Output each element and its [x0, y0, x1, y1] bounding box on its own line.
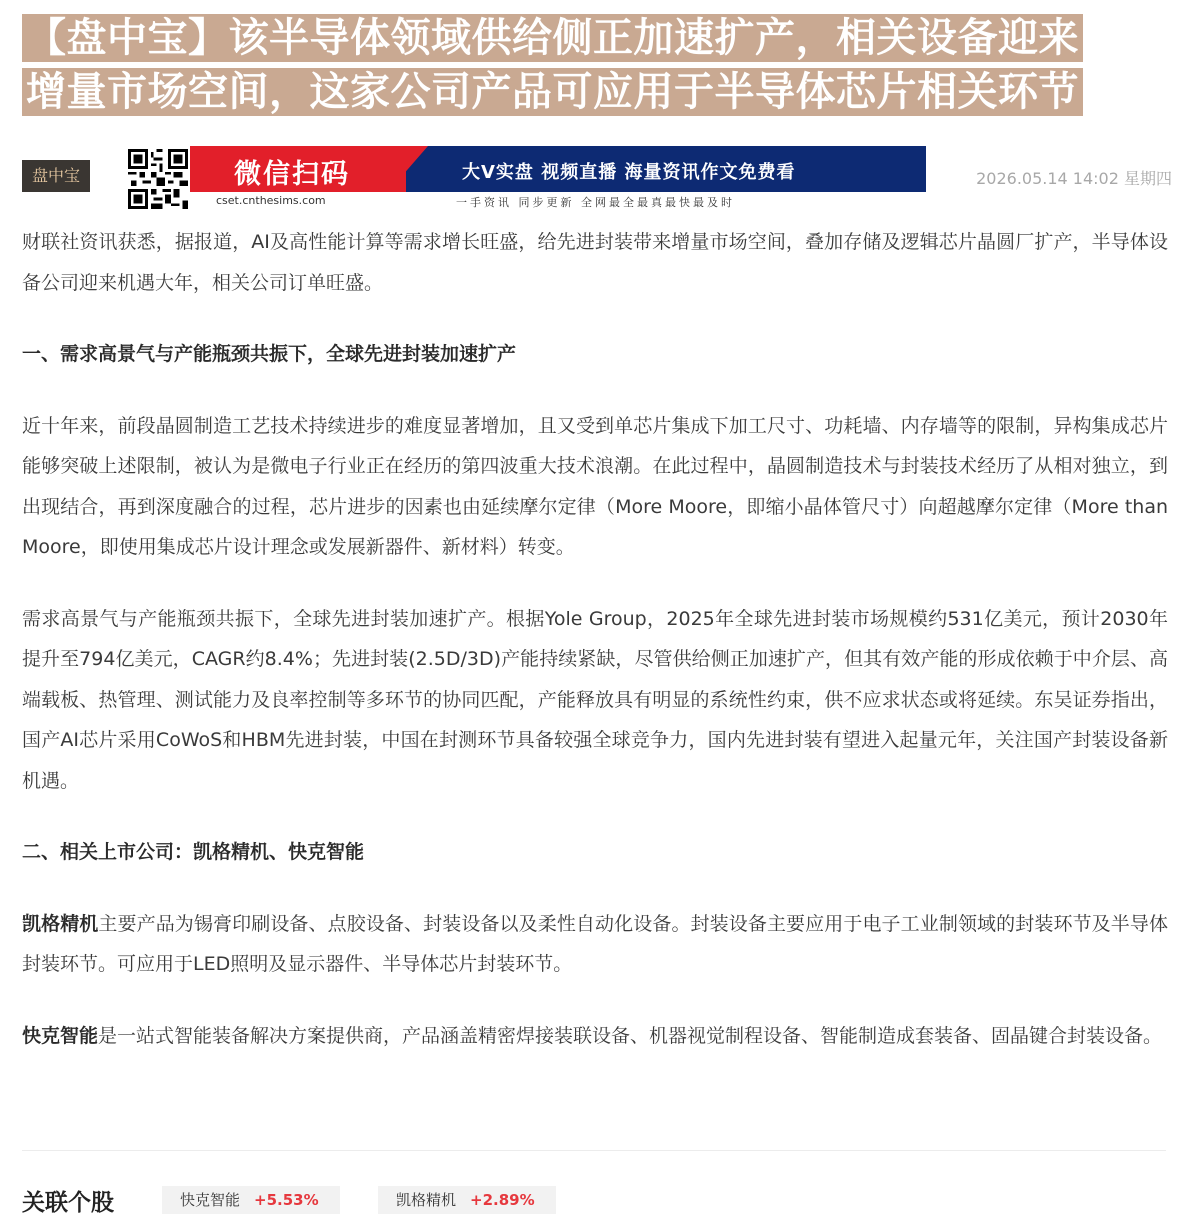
footer-divider: [22, 1150, 1166, 1151]
company-1-desc: 主要产品为锡膏印刷设备、点胶设备、封装设备以及柔性自动化设备。封装设备主要应用于电子工业制领域的封装环节及半导体封装环节。可应用于LED照明及显示器件、半导体芯片封装环节。: [22, 912, 1168, 975]
section-1-heading: 一、需求高景气与产能瓶颈共振下，全球先进封装加速扩产: [22, 343, 517, 365]
company-2-desc: 是一站式智能装备解决方案提供商，产品涵盖精密焊接装联设备、机器视觉制程设备、智能制造成套装备、固晶键合封装设备。: [98, 1024, 1163, 1047]
qr-code-icon: [126, 146, 190, 212]
article-headline: [22, 14, 1182, 122]
stock-chip-kaige[interactable]: [378, 1186, 556, 1214]
banner-url: cset.cnthesims.com: [216, 194, 326, 207]
company-1-name: 凯格精机: [22, 912, 99, 935]
related-stocks-title: 关联个股: [22, 1190, 114, 1216]
source-badge[interactable]: 盘中宝: [22, 160, 90, 192]
company-2-name: 快克智能: [22, 1024, 99, 1047]
stock-name: 快克智能: [180, 1191, 241, 1209]
banner-scan-text: 微信扫码: [234, 159, 350, 190]
paragraph-1: 近十年来，前段晶圆制造工艺技术持续进步的难度显著增加，且又受到单芯片集成下加工尺寸、功耗墙、内存墙等的限制，异构集成芯片能够突破上述限制，被认为是微电子行业正在经历的第四波重大技术浪潮。在此过程中，晶圆制造技术与封装技术经历了从相对独立，到出现结合，再到深度融合的过程，芯片进步的因素也由延续摩尔定律（More Moore，即缩小晶体管尺寸）向超越摩尔定律（More than Moore，即使用集成芯片设计理念或发展新器件、新材料）转变。: [22, 414, 1168, 558]
stock-name: 凯格精机: [396, 1191, 457, 1209]
stock-change: +2.89%: [470, 1191, 535, 1209]
company-1-paragraph: [22, 904, 1168, 985]
section-2-heading: 二、相关上市公司：凯格精机、快克智能: [22, 841, 365, 863]
stock-change: +5.53%: [254, 1191, 319, 1209]
headline-line-2: 增量市场空间，这家公司产品可应用于半导体芯片相关环节: [22, 68, 1083, 116]
publish-date: 2026.05.14 14:02 星期四: [976, 169, 1172, 188]
banner-slogan: 大V实盘 视频直播 海量资讯作文免费看: [462, 162, 796, 183]
promo-banner[interactable]: [126, 146, 926, 212]
banner-tagline: 一手资讯 同步更新 全网最全最真最快最及时: [456, 196, 735, 209]
paragraph-2: 需求高景气与产能瓶颈共振下，全球先进封装加速扩产。根据Yole Group，2025年全球先进封装市场规模约531亿美元，预计2030年提升至794亿美元，CAGR约8.4%；先进封装(2.5D/3D)产能持续紧缺，尽管供给侧正加速扩产，但其有效产能的形成依赖于中介层、高端载板、热管理、测试能力及良率控制等多环节的协同匹配，产能释放具有明显的系统性约束，供不应求状态或将延续。东吴证券指出，国产AI芯片采用CoWoS和HBM先进封装，中国在封测环节具备较强全球竞争力，国内先进封装有望进入起量元年，关注国产封装设备新机遇。: [22, 607, 1168, 792]
intro-paragraph: 财联社资讯获悉，据报道，AI及高性能计算等需求增长旺盛，给先进封装带来增量市场空间，叠加存储及逻辑芯片晶圆厂扩产，半导体设备公司迎来机遇大年，相关公司订单旺盛。: [22, 231, 1168, 294]
headline-line-1: 【盘中宝】该半导体领域供给侧正加速扩产，相关设备迎来: [22, 14, 1083, 62]
article-body: [22, 222, 1168, 1056]
stock-chip-kuaike[interactable]: [162, 1186, 340, 1214]
banner-red-tail: [388, 146, 428, 192]
company-2-paragraph: [22, 1016, 1168, 1057]
article-meta-bar: [22, 146, 1182, 212]
